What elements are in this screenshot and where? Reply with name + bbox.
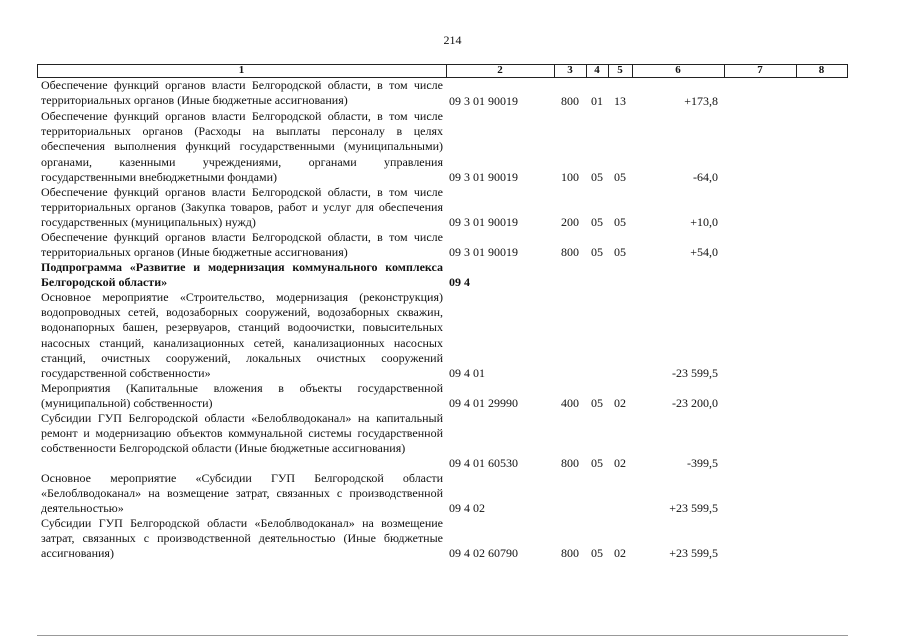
target-article-code: 09 4 01 60530: [449, 455, 518, 470]
subsection-code: 02: [614, 545, 626, 560]
amount-change: +23 599,5: [669, 545, 718, 560]
row-description: Обеспечение функций органов власти Белгородской области, в том числе территориальных органов (Закупка товаров, работ и услуг для обеспечения государственных (муниципальных) нужд): [41, 185, 443, 230]
page-bottom-rule: [37, 635, 848, 636]
page-number: 214: [443, 33, 462, 47]
table-row: [37, 411, 848, 471]
target-article-code: 09 3 01 90019: [449, 244, 518, 259]
expense-type: 800: [561, 244, 579, 259]
row-description: Субсидии ГУП Белгородской области «Белоблводоканал» на возмещение затрат, связанных с производственной деятельностью (Иные бюджетные ассигнования): [41, 516, 443, 561]
subsection-code: 02: [614, 395, 626, 410]
section-code: 05: [591, 545, 603, 560]
row-description: Основное мероприятие «Субсидии ГУП Белгородской области «Белоблводоканал» на возмещение затрат, связанных с производственной деятельностью»: [41, 471, 443, 516]
column-header-3: 3: [567, 64, 573, 76]
table-row: [37, 260, 848, 290]
expense-type: 200: [561, 214, 579, 229]
row-description: Субсидии ГУП Белгородской области «Белоблводоканал» на капитальный ремонт и модернизацию объектов коммунальной системы государственной собственности Белгородской области (Иные бюджетные ассигнования): [41, 411, 443, 456]
subsection-code: 13: [614, 93, 626, 108]
expense-type: 800: [561, 93, 579, 108]
subsection-code: 02: [614, 455, 626, 470]
section-code: 05: [591, 244, 603, 259]
column-header-6: 6: [675, 64, 681, 76]
row-description: Мероприятия (Капитальные вложения в объекты государственной (муниципальной) собственности): [41, 381, 443, 411]
row-description: Основное мероприятие «Строительство, модернизация (реконструкция) водопроводных сетей, водозаборных сооружений, водозаборных скважин, водонапорных башен, резервуаров, станций водоочистки, повысительных насосных станций, канализационных сетей, канализационных насосных станций, очистных сооружений, локальных очистных сооружений государственной собственности»: [41, 290, 443, 381]
target-article-code: 09 4 02 60790: [449, 545, 518, 560]
amount-change: +10,0: [690, 214, 718, 229]
expense-type: 800: [561, 545, 579, 560]
budget-table: [37, 64, 848, 642]
column-header-8: 8: [818, 64, 825, 76]
section-code: 05: [591, 395, 603, 410]
target-article-code: 09 3 01 90019: [449, 169, 518, 184]
amount-change: -64,0: [693, 169, 718, 184]
header-divider: [847, 64, 848, 78]
expense-type: 400: [561, 395, 579, 410]
table-row: [37, 185, 848, 230]
table-row: [37, 471, 848, 516]
target-article-code: 09 4 01: [449, 365, 485, 380]
row-description: Обеспечение функций органов власти Белгородской области, в том числе территориальных органов (Иные бюджетные ассигнования): [41, 230, 443, 260]
column-header-2: 2: [497, 64, 503, 76]
section-code: 01: [591, 93, 603, 108]
amount-change: -23 200,0: [672, 395, 718, 410]
column-header-5: 5: [617, 64, 623, 76]
target-article-code: 09 3 01 90019: [449, 214, 518, 229]
subsection-code: 05: [614, 214, 626, 229]
table-row: [37, 78, 848, 109]
row-description: Подпрограмма «Развитие и модернизация коммунального комплекса Белгородской области»: [41, 260, 443, 290]
subsection-code: 05: [614, 244, 626, 259]
table-row: [37, 516, 848, 561]
row-description: Обеспечение функций органов власти Белгородской области, в том числе территориальных органов (Иные бюджетные ассигнования): [41, 78, 443, 108]
table-row: [37, 381, 848, 411]
row-description: Обеспечение функций органов власти Белгородской области, в том числе территориальных органов (Расходы на выплаты персоналу в целях обеспечения выполнения функций государственными (муниципальными) органами, казенными учреждениями, органами управления государственными внебюджетными фондами): [41, 109, 443, 184]
column-header-7: 7: [757, 64, 763, 76]
amount-change: -23 599,5: [672, 365, 718, 380]
section-code: 05: [591, 455, 603, 470]
amount-change: +23 599,5: [669, 500, 718, 515]
target-article-code: 09 4 02: [449, 500, 485, 515]
amount-change: +173,8: [684, 93, 718, 108]
section-code: 05: [591, 169, 603, 184]
target-article-code: 09 4 01 29990: [449, 395, 518, 410]
amount-change: +54,0: [690, 244, 718, 259]
section-code: 05: [591, 214, 603, 229]
expense-type: 100: [561, 169, 579, 184]
column-header-4: 4: [594, 64, 600, 76]
expense-type: 800: [561, 455, 579, 470]
table-row: [37, 230, 848, 260]
table-row: [37, 109, 848, 185]
column-header-1: 1: [238, 64, 245, 76]
table-row: [37, 290, 848, 381]
target-article-code: 09 4: [449, 274, 470, 289]
target-article-code: 09 3 01 90019: [449, 93, 518, 108]
subsection-code: 05: [614, 169, 626, 184]
amount-change: -399,5: [687, 455, 718, 470]
